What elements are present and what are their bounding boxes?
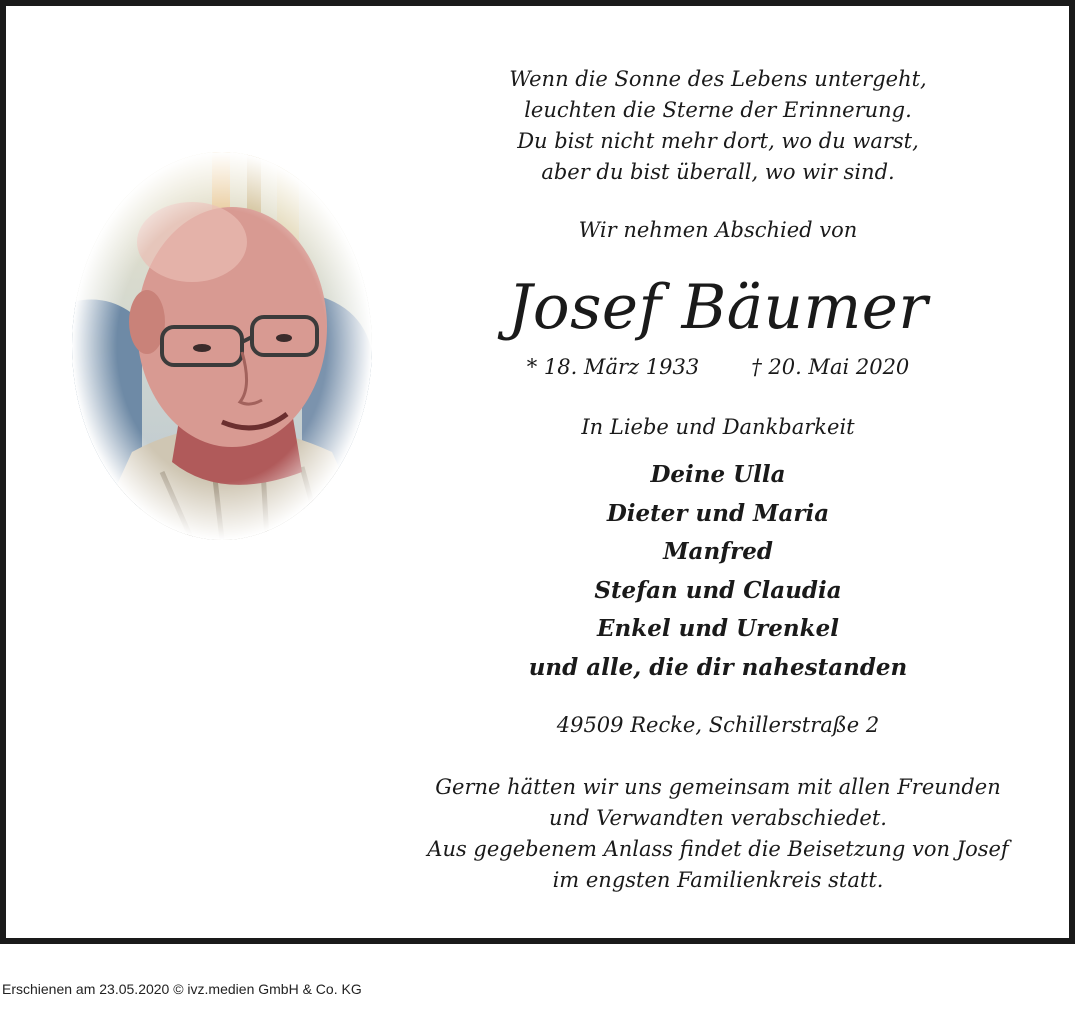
thanks-line: In Liebe und Dankbarkeit — [581, 415, 855, 439]
family-member: Stefan und Claudia — [594, 576, 842, 604]
address: 49509 Recke, Schillerstraße 2 — [556, 713, 880, 737]
family-member: Manfred — [663, 538, 773, 565]
poem-line: leuchten die Sterne der Erinnerung. — [524, 98, 912, 122]
portrait-image — [72, 152, 372, 540]
birth-date: * 18. März 1933 — [526, 355, 700, 379]
poem — [418, 64, 1018, 188]
closing-line: Gerne hätten wir uns gemeinsam mit allen Freunden — [435, 775, 1001, 799]
family-member: Enkel und Urenkel — [597, 615, 839, 642]
poem-line: Wenn die Sonne des Lebens untergeht, — [509, 67, 927, 91]
family-member: und alle, die dir nahestanden — [528, 653, 908, 681]
closing-line: im engsten Familienkreis statt. — [552, 868, 884, 892]
family-list — [418, 456, 1018, 687]
poem-line: Du bist nicht mehr dort, wo du warst, — [517, 129, 919, 153]
poem-line: aber du bist überall, wo wir sind. — [541, 160, 895, 184]
closing-line: und Verwandten verabschiedet. — [549, 806, 887, 830]
portrait-photo — [72, 152, 372, 540]
deceased-name: Josef Bäumer — [507, 272, 929, 343]
closing-note — [418, 772, 1018, 896]
publication-footer: Erschienen am 23.05.2020 © ivz.medien GmbH & Co. KG — [2, 981, 362, 997]
family-member: Deine Ulla — [650, 461, 786, 488]
closing-line: Aus gegebenem Anlass findet die Beisetzung von Josef — [427, 837, 1009, 861]
farewell-intro: Wir nehmen Abschied von — [578, 218, 858, 242]
life-dates — [418, 352, 1018, 383]
death-date: † 20. Mai 2020 — [751, 355, 910, 379]
family-member: Dieter und Maria — [606, 499, 830, 527]
